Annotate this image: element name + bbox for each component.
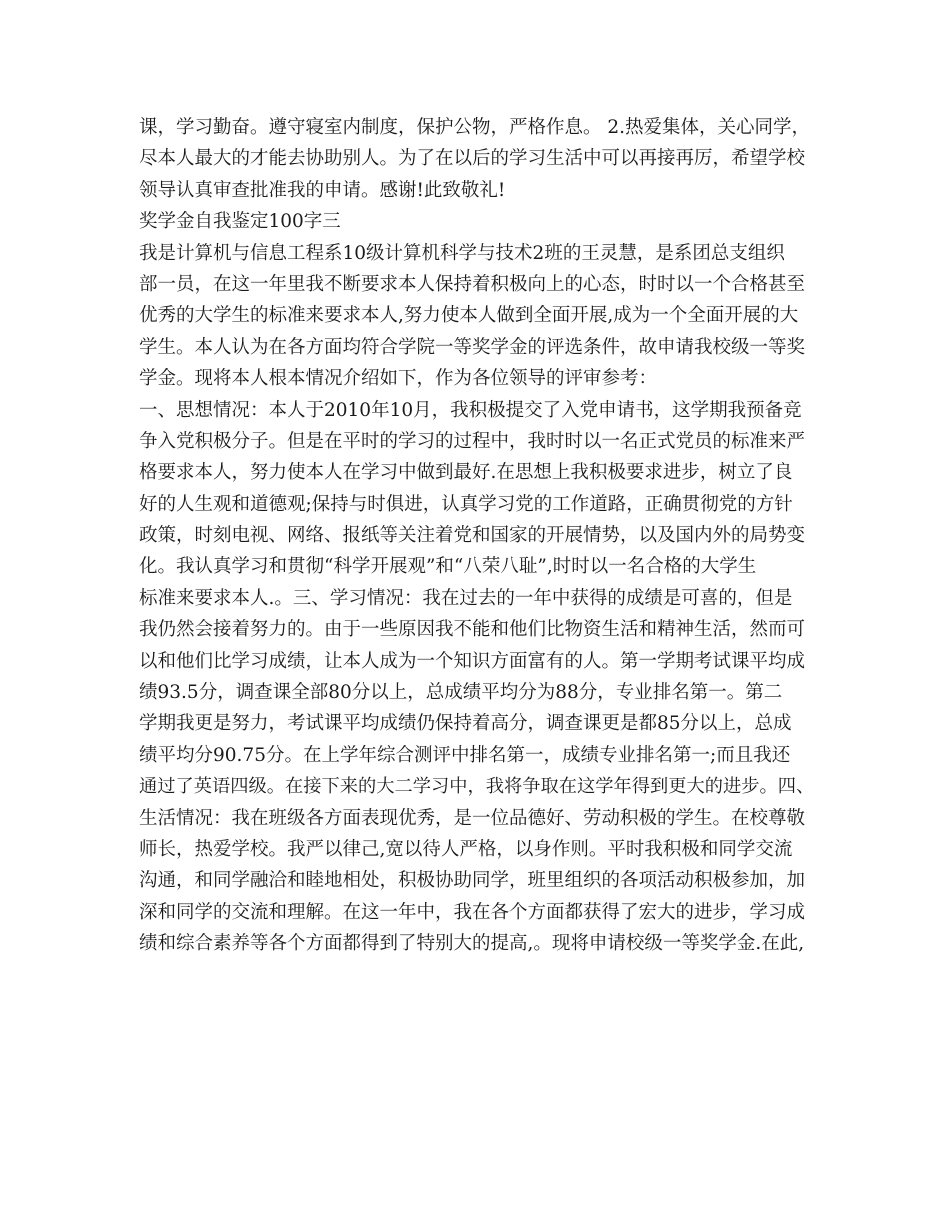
text-line: 格要求本人，努力使本人在学习中做到最好.在思想上我积极要求进步，树立了良: [139, 462, 793, 484]
text-line: 争入党积极分子。但是在平时的学习的过程中，我时时以一名正式党员的标准来严: [139, 430, 806, 452]
text-line: 领导认真审查批准我的申请。感谢!此致敬礼!: [139, 179, 506, 201]
text-line: 通过了英语四级。在接下来的大二学习中，我将争取在这学年得到更大的进步。四、: [139, 776, 815, 798]
text-line: 绩93.5分，调查课全部80分以上，总成绩平均分为88分，专业排名第一。第二: [139, 682, 783, 704]
text-line: 部一员，在这一年里我不断要求本人保持着积极向上的心态，时时以一个合格甚至: [139, 273, 806, 295]
text-line: 绩和综合素养等各个方面都得到了特别大的提高,。现将申请校级一等奖学金.在此,: [139, 933, 805, 955]
text-line: 标准来要求本人.。三、学习情况：我在过去的一年中获得的成绩是可喜的，但是: [139, 587, 793, 609]
text-line: 生活情况：我在班级各方面表现优秀，是一位品德好、劳动积极的学生。在校尊敬: [139, 807, 806, 829]
document-body: [139, 112, 819, 960]
text-line: 绩平均分90.75分。在上学年综合测评中排名第一，成绩专业排名第一;而且我还: [139, 744, 791, 766]
text-line: 师长，热爱学校。我严以律己,宽以待人严格，以身作则。平时我积极和同学交流: [139, 838, 793, 860]
text-line: 深和同学的交流和理解。在这一年中，我在各个方面都获得了宏大的进步，学习成: [139, 901, 806, 923]
text-line: 我仍然会接着努力的。由于一些原因我不能和他们比物资生活和精神生活，然而可: [139, 619, 806, 641]
text-line: 课，学习勤奋。遵守寝室内制度，保护公物，严格作息。 2.热爱集体，关心同学，: [139, 117, 811, 138]
text-line: 以和他们比学习成绩，让本人成为一个知识方面富有的人。第一学期考试课平均成: [139, 650, 806, 672]
text-line: 学生。本人认为在各方面均符合学院一等奖学金的评选条件，故申请我校级一等奖: [139, 336, 806, 358]
text-line: 沟通，和同学融洽和睦地相处，积极协助同学，班里组织的各项活动积极参加，加: [139, 870, 806, 892]
text-line: 学期我更是努力，考试课平均成绩仍保持着高分，调查课更是都85分以上，总成: [139, 713, 792, 735]
text-line: 我是计算机与信息工程系10级计算机科学与技术2班的王灵慧，是系团总支组织: [139, 242, 785, 264]
text-line: 化。我认真学习和贯彻“科学开展观”和“八荣八耻”,时时以一名合格的大学生: [139, 556, 757, 578]
text-line: 优秀的大学生的标准来要求本人,努力使本人做到全面开展,成为一个全面开展的大: [139, 305, 799, 327]
text-line: 学金。现将本人根本情况介绍如下，作为各位领导的评审参考：: [139, 368, 658, 390]
text-line: 好的人生观和道德观;保持与时俱进，认真学习党的工作道路，正确贯彻党的方针: [139, 493, 793, 515]
section-heading: 奖学金自我鉴定100字三: [139, 211, 341, 233]
text-line: 尽本人最大的才能去协助别人。为了在以后的学习生活中可以再接再厉，希望学校: [139, 148, 806, 170]
text-line: 政策，时刻电视、网络、报纸等关注着党和国家的开展情势，以及国内外的局势变: [139, 525, 806, 547]
text-line: 一、思想情况：本人于2010年10月，我积极提交了入党申请书，这学期我预备竞: [139, 399, 802, 421]
